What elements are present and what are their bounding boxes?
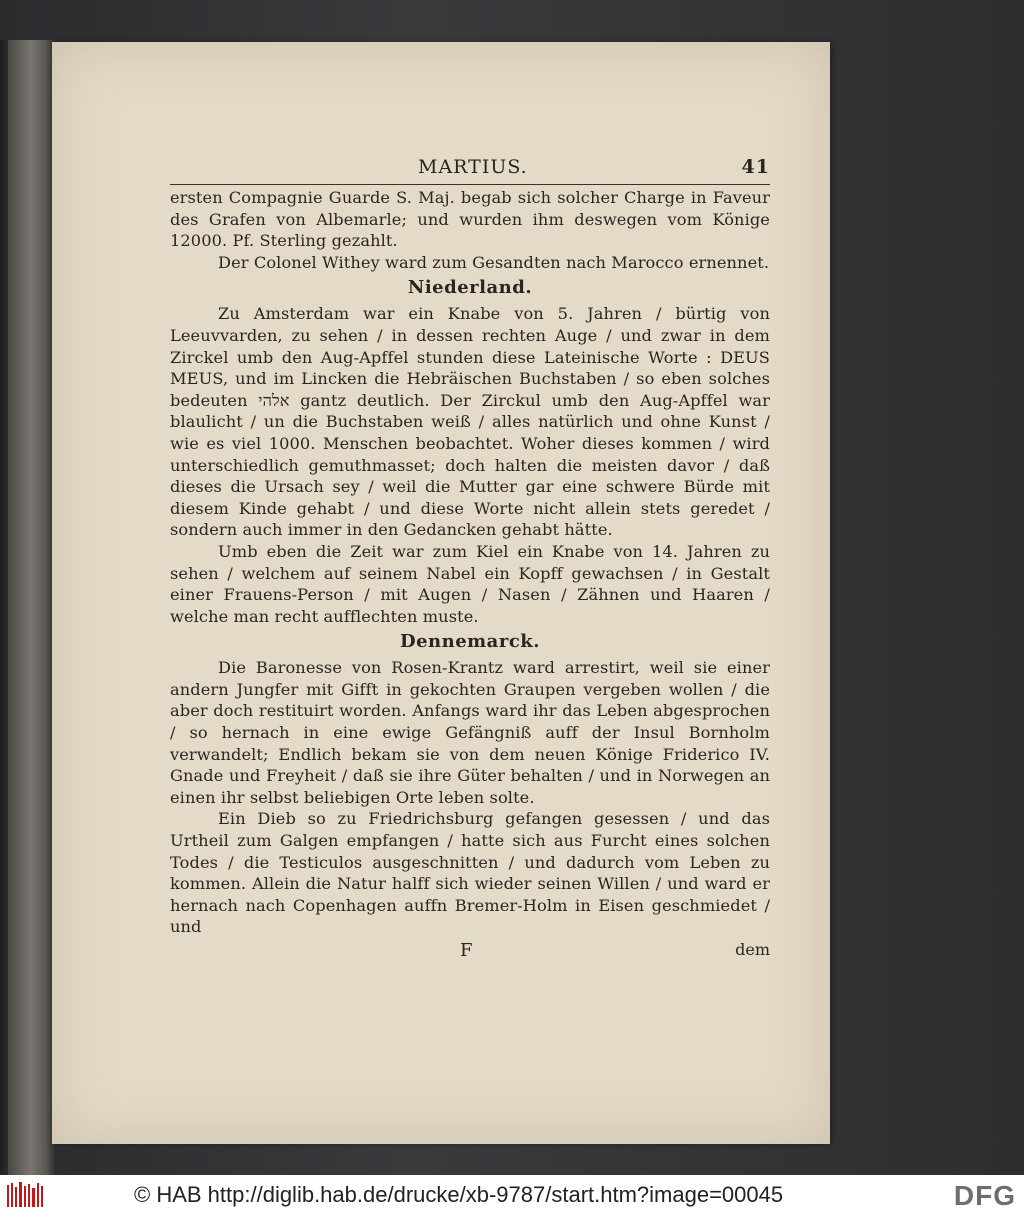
book-spine-strip	[8, 40, 46, 1175]
signature-mark: F	[460, 940, 473, 961]
viewer-footer	[0, 1175, 1024, 1217]
head-rule	[170, 184, 770, 185]
body-text	[170, 187, 770, 938]
running-title: MARTIUS.	[418, 156, 528, 178]
hab-barcode-logo-icon	[6, 1181, 46, 1209]
page-foot	[170, 940, 770, 964]
paragraph: Ein Dieb so zu Friedrichsburg gefangen gesessen / und das Urtheil zum Galgen empfangen / hatte sich aus Furcht eines solchen Todes / die Testiculos ausgeschnitten / und dadurch vom Leben zu kommen. Allein die Natur halff sich wieder seinen Willen / und ward er hernach nach Copenhagen auffn Bremer-Holm in Eisen geschmiedet / und	[170, 809, 770, 937]
paragraph: Die Baronesse von Rosen-Krantz ward arrestirt, weil sie einer andern Jungfer mit Gifft in gekochten Graupen vergeben wollen / die aber doch restituirt worden. Anfangs ward ihr das Leben abgesprochen / so hernach in eine ewige Gefängniß auff der Insul Bornholm verwandelt; Endlich bekam sie von dem neuen Könige Friderico IV. Gnade und Freyheit / daß sie ihre Güter behalten / und in Norwegen an einen ihr selbst beliebigen Orte leben solte.	[170, 658, 770, 807]
paragraph: Umb eben die Zeit war zum Kiel ein Knabe von 14. Jahren zu sehen / welchem auf seinem Nabel ein Kopff gewachsen / in Gestalt einer Frauens-Person / mit Augen / Nasen / Zähnen und Haaren / welche man recht aufflechten muste.	[170, 541, 770, 626]
section-heading-niederland: Niederland.	[407, 277, 533, 299]
dfg-logo: DFG	[953, 1180, 1016, 1211]
section-heading-dennemarck: Dennemarck.	[399, 631, 541, 653]
paragraph: ersten Compagnie Guarde S. Maj. begab sich solcher Charge in Faveur des Grafen von Albemarle; und wurden ihm deswegen vom Könige 12000. Pf. Sterling gezahlt.	[170, 188, 770, 251]
catchword: dem	[735, 940, 770, 959]
book-page	[52, 42, 830, 1144]
page-number: 41	[741, 156, 770, 178]
paragraph: Der Colonel Withey ward zum Gesandten nach Marocco ernennet.	[218, 252, 770, 272]
copyright-link[interactable]: © HAB http://diglib.hab.de/drucke/xb-9787/start.htm?image=00045	[134, 1182, 784, 1207]
page-content	[170, 156, 770, 964]
running-head	[170, 156, 770, 182]
paragraph: Zu Amsterdam war ein Knabe von 5. Jahren / bürtig von Leeuvvarden, zu sehen / in dessen rechten Auge / und zwar in dem Zirckel umb den Aug-Apffel stunden diese Lateinische Worte : DEUS MEUS, und im Lincken die Hebräischen Buchstaben / so eben solches bedeuten אלהי gantz deutlich. Der Zirckul umb den Aug-Apffel war blaulicht / un die Buchstaben weiß / alles natürlich und ohne Kunst / wie es viel 1000. Menschen beobachtet. Woher dieses kommen / wird unterschiedlich gemuthmasset; doch halten die meisten davor / daß dieses die Ursach sey / weil die Mutter gar eine schwere Bürde mit diesem Kinde gehabt / und diese Worte nicht allein stets geredet / sondern auch immer in den Gedancken gehabt hätte.	[170, 304, 770, 540]
